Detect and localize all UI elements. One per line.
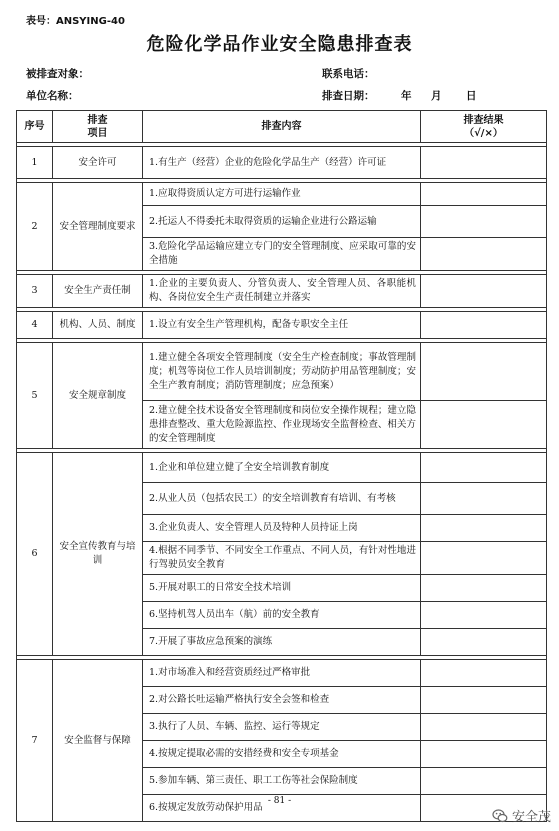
table-row <box>17 660 547 687</box>
row-content: 1.企业和单位建立健了全安全培训教育制度 <box>143 453 421 483</box>
result-cell[interactable] <box>421 741 547 768</box>
row-item: 安全许可 <box>53 147 143 179</box>
row-number: 2 <box>17 183 53 271</box>
col-header-no: 序号 <box>17 111 53 143</box>
result-cell[interactable] <box>421 401 547 449</box>
target-label: 被排查对象： <box>26 68 89 80</box>
result-cell[interactable] <box>421 183 547 206</box>
row-content: 1.有生产（经营）企业的危险化学品生产（经营）许可证 <box>143 147 421 179</box>
table-row <box>17 147 547 179</box>
row-content: 3.执行了人员、车辆、监控、运行等规定 <box>143 714 421 741</box>
result-cell[interactable] <box>421 206 547 238</box>
table-body <box>17 143 547 822</box>
row-number: 4 <box>17 312 53 339</box>
result-cell[interactable] <box>421 602 547 629</box>
row-number: 3 <box>17 275 53 308</box>
row-content: 5.开展对职工的日常安全技术培训 <box>143 575 421 602</box>
col-header-content: 排查内容 <box>143 111 421 143</box>
watermark-text: 安全茂 <box>511 810 551 825</box>
row-number: 6 <box>17 453 53 656</box>
result-cell[interactable] <box>421 312 547 339</box>
result-cell[interactable] <box>421 275 547 308</box>
row-item: 机构、人员、制度 <box>53 312 143 339</box>
date-label: 排查日期： <box>322 90 375 102</box>
result-cell[interactable] <box>421 483 547 515</box>
row-content: 4.根据不同季节、不同安全工作重点、不同人员，有针对性地进行驾驶员安全教育 <box>143 542 421 575</box>
row-content: 1.企业的主要负责人、分管负责人、安全管理人员、各职能机构、各岗位安全生产责任制建立并落实 <box>143 275 421 308</box>
row-number: 7 <box>17 660 53 822</box>
row-number: 1 <box>17 147 53 179</box>
wechat-icon <box>492 808 508 824</box>
row-content: 5.参加车辆、第三责任、职工工伤等社会保险制度 <box>143 768 421 795</box>
row-item: 安全生产责任制 <box>53 275 143 308</box>
row-content: 4.按规定提取必需的安措经费和安全专项基金 <box>143 741 421 768</box>
result-cell[interactable] <box>421 343 547 401</box>
row-content: 3.企业负责人、安全管理人员及特种人员持证上岗 <box>143 515 421 542</box>
row-item: 安全管理制度要求 <box>53 183 143 271</box>
table-row <box>17 343 547 401</box>
page-title: 危险化学品作业安全隐患排查表 <box>146 34 413 55</box>
row-number: 5 <box>17 343 53 449</box>
row-content: 6.坚持机驾人员出车（航）前的安全教育 <box>143 602 421 629</box>
result-cell[interactable] <box>421 238 547 271</box>
col-header-result: 排查结果 （√/×） <box>421 111 547 143</box>
date-month: 月 <box>431 90 442 102</box>
result-cell[interactable] <box>421 629 547 656</box>
page-number: - 81 - <box>267 796 292 806</box>
row-content: 1.设立有安全生产管理机构，配备专职安全主任 <box>143 312 421 339</box>
watermark <box>492 806 551 825</box>
result-cell[interactable] <box>421 542 547 575</box>
table-row <box>17 275 547 308</box>
row-content: 2.对公路长吐运输严格执行安全会签和检查 <box>143 687 421 714</box>
result-cell[interactable] <box>421 453 547 483</box>
table-row <box>17 312 547 339</box>
row-content: 1.建立健全各项安全管理制度（安全生产检查制度；事故管理制度；机驾等岗位工作人员培训制度；劳动防护用品管理制度；安全生产教育制度；消防管理制度；应急预案） <box>143 343 421 401</box>
row-item: 安全监督与保障 <box>53 660 143 822</box>
result-cell[interactable] <box>421 147 547 179</box>
result-cell[interactable] <box>421 714 547 741</box>
row-item: 安全宣传教育与培训 <box>53 453 143 656</box>
table-row <box>17 453 547 483</box>
result-cell[interactable] <box>421 660 547 687</box>
table-row <box>17 183 547 206</box>
row-content: 2.从业人员（包括农民工）的安全培训教育有培训、有考核 <box>143 483 421 515</box>
row-content: 3.危险化学品运输应建立专门的安全管理制度、应采取可靠的安全措施 <box>143 238 421 271</box>
form-code: 表号：ANSYING-40 <box>26 16 125 27</box>
row-content: 2.托运人不得委托未取得资质的运输企业进行公路运输 <box>143 206 421 238</box>
phone-label: 联系电话： <box>322 68 375 80</box>
row-content: 7.开展了事故应急预案的演练 <box>143 629 421 656</box>
date-year: 年 <box>401 90 412 102</box>
row-content: 1.对市场准入和经营资质经过严格审批 <box>143 660 421 687</box>
result-cell[interactable] <box>421 515 547 542</box>
row-item: 安全规章制度 <box>53 343 143 449</box>
result-cell[interactable] <box>421 768 547 795</box>
inspection-table <box>16 110 547 822</box>
unit-label: 单位名称： <box>26 90 79 102</box>
result-cell[interactable] <box>421 575 547 602</box>
row-content: 6.按规定发放劳动保护用品 <box>143 795 421 822</box>
row-content: 2.建立健全技术设备安全管理制度和岗位安全操作规程；建立隐患排查整改、重大危险源监控、作业现场安全监督检查、相关方的安全管理制度 <box>143 401 421 449</box>
date-day: 日 <box>466 90 477 102</box>
result-cell[interactable] <box>421 687 547 714</box>
row-content: 1.应取得资质认定方可进行运输作业 <box>143 183 421 206</box>
col-header-item: 排查 项目 <box>53 111 143 143</box>
